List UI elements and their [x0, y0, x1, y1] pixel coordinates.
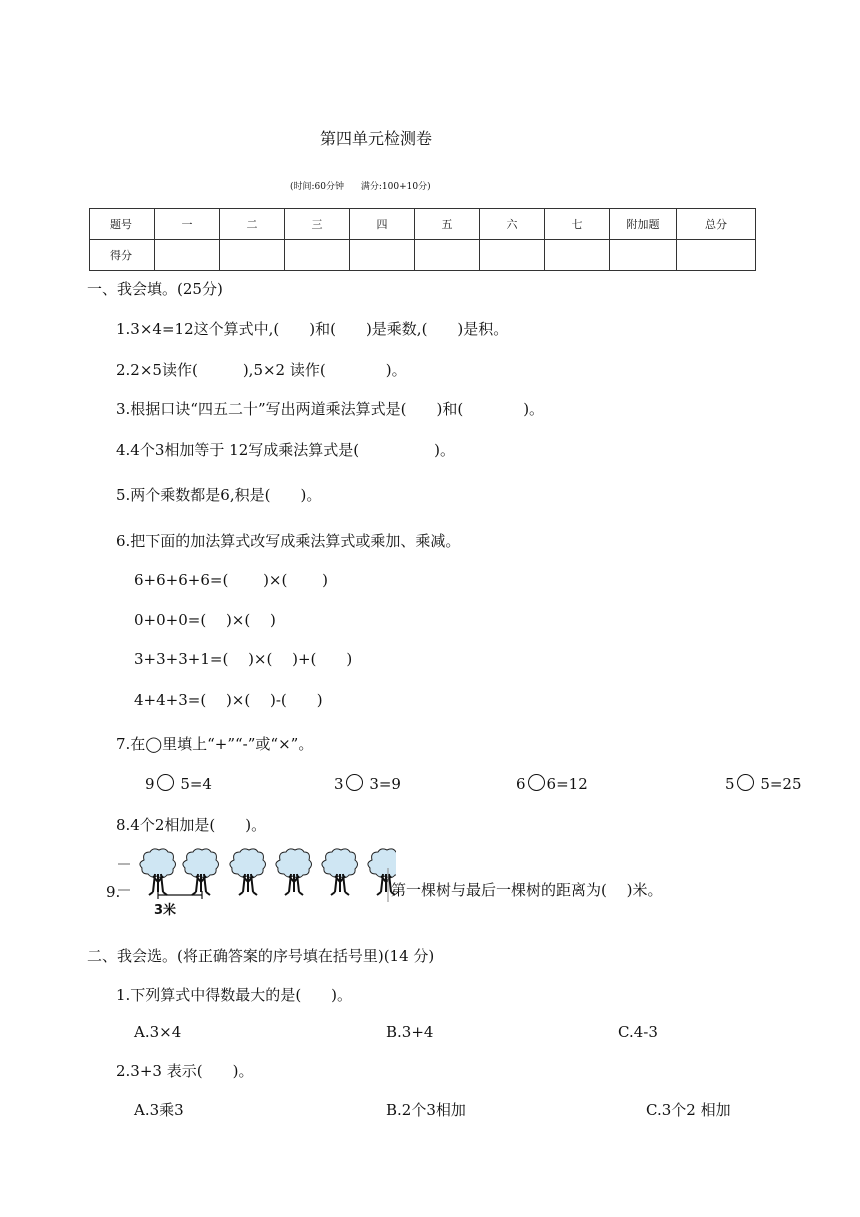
score-cell[interactable]: [480, 240, 545, 271]
header-cell: 四: [350, 209, 415, 240]
tree-icon: [322, 849, 358, 895]
tree-icon: [183, 849, 219, 895]
score-table-score-row: [90, 240, 756, 271]
q7-item: [334, 774, 401, 793]
tree-icon: [140, 849, 176, 895]
q7-left: 5: [725, 775, 735, 793]
time-limit: (时间:60分钟: [290, 182, 344, 192]
score-table-header-row: [90, 209, 756, 240]
score-cell[interactable]: [610, 240, 677, 271]
question-6: 6.把下面的加法算式改写成乘法算式或乘加、乘减。: [116, 532, 461, 550]
tree-icon: [230, 849, 266, 895]
tree-icon: [276, 849, 312, 895]
q7-item: [145, 774, 212, 793]
full-score: 满分:100+10分): [360, 182, 431, 192]
header-cell: 六: [480, 209, 545, 240]
q6-item: 3+3+3+1=( )×( )+( ): [134, 650, 353, 668]
q7-right: 5=25: [755, 775, 802, 793]
question-7: 7.在◯里填上“+”“-”或“×”。: [116, 735, 314, 753]
distance-label: 3米: [154, 903, 177, 918]
answer-circle-icon[interactable]: [157, 774, 174, 791]
score-cell[interactable]: [350, 240, 415, 271]
answer-circle-icon[interactable]: [346, 774, 363, 791]
option-c[interactable]: C.3个2 相加: [646, 1101, 731, 1119]
header-cell: 五: [415, 209, 480, 240]
header-cell: 一: [155, 209, 220, 240]
score-cell[interactable]: [220, 240, 285, 271]
q7-left: 6: [516, 775, 526, 793]
question-2: 2.2×5读作( ),5×2 读作( )。: [116, 361, 407, 379]
question-4: 4.4个3相加等于 12写成乘法算式是( )。: [116, 441, 455, 459]
option-a[interactable]: A.3×4: [134, 1023, 182, 1041]
exam-info: [290, 179, 445, 192]
section1-heading: 一、我会填。(25分): [87, 280, 223, 298]
header-cell: 二: [220, 209, 285, 240]
section2-heading: 二、我会选。(将正确答案的序号填在括号里)(14 分): [87, 947, 435, 965]
option-b[interactable]: B.2个3相加: [386, 1101, 466, 1119]
q7-item: [516, 774, 588, 793]
option-b[interactable]: B.3+4: [386, 1023, 434, 1041]
question-2-1: 1.下列算式中得数最大的是( )。: [116, 986, 353, 1004]
q7-item: [725, 774, 802, 793]
score-cell[interactable]: [545, 240, 610, 271]
option-c[interactable]: C.4-3: [618, 1023, 658, 1041]
score-cell[interactable]: [677, 240, 756, 271]
header-cell: 七: [545, 209, 610, 240]
q7-right: 3=9: [364, 775, 401, 793]
option-a[interactable]: A.3乘3: [134, 1101, 184, 1119]
score-cell[interactable]: [285, 240, 350, 271]
question-8: 8.4个2相加是( )。: [116, 816, 267, 834]
question-9-text: 第一棵树与最后一棵树的距离为( )米。: [391, 881, 663, 899]
q6-item: 0+0+0=( )×( ): [134, 611, 276, 629]
q6-item: 6+6+6+6=( )×( ): [134, 571, 328, 589]
header-cell: 总分: [677, 209, 756, 240]
trees-illustration: [116, 848, 396, 920]
q7-left: 3: [334, 775, 344, 793]
header-cell: 题号: [90, 209, 155, 240]
q6-item: 4+4+3=( )×( )-( ): [134, 691, 323, 709]
question-9-number: 9.: [106, 883, 121, 901]
answer-circle-icon[interactable]: [528, 774, 545, 791]
q7-left: 9: [145, 775, 155, 793]
question-5: 5.两个乘数都是6,积是( )。: [116, 486, 322, 504]
q7-right: 5=4: [175, 775, 212, 793]
question-3: 3.根据口诀“四五二十”写出两道乘法算式是( )和( )。: [116, 400, 545, 418]
question-2-2: 2.3+3 表示( )。: [116, 1062, 254, 1080]
header-cell: 三: [285, 209, 350, 240]
row-label: 得分: [90, 240, 155, 271]
header-cell: 附加题: [610, 209, 677, 240]
score-cell[interactable]: [155, 240, 220, 271]
answer-circle-icon[interactable]: [737, 774, 754, 791]
question-1: 1.3×4=12这个算式中,( )和( )是乘数,( )是积。: [116, 320, 509, 338]
score-table: [89, 208, 756, 271]
q7-right: 6=12: [546, 775, 588, 793]
page-title: 第四单元检测卷: [320, 129, 433, 148]
score-cell[interactable]: [415, 240, 480, 271]
